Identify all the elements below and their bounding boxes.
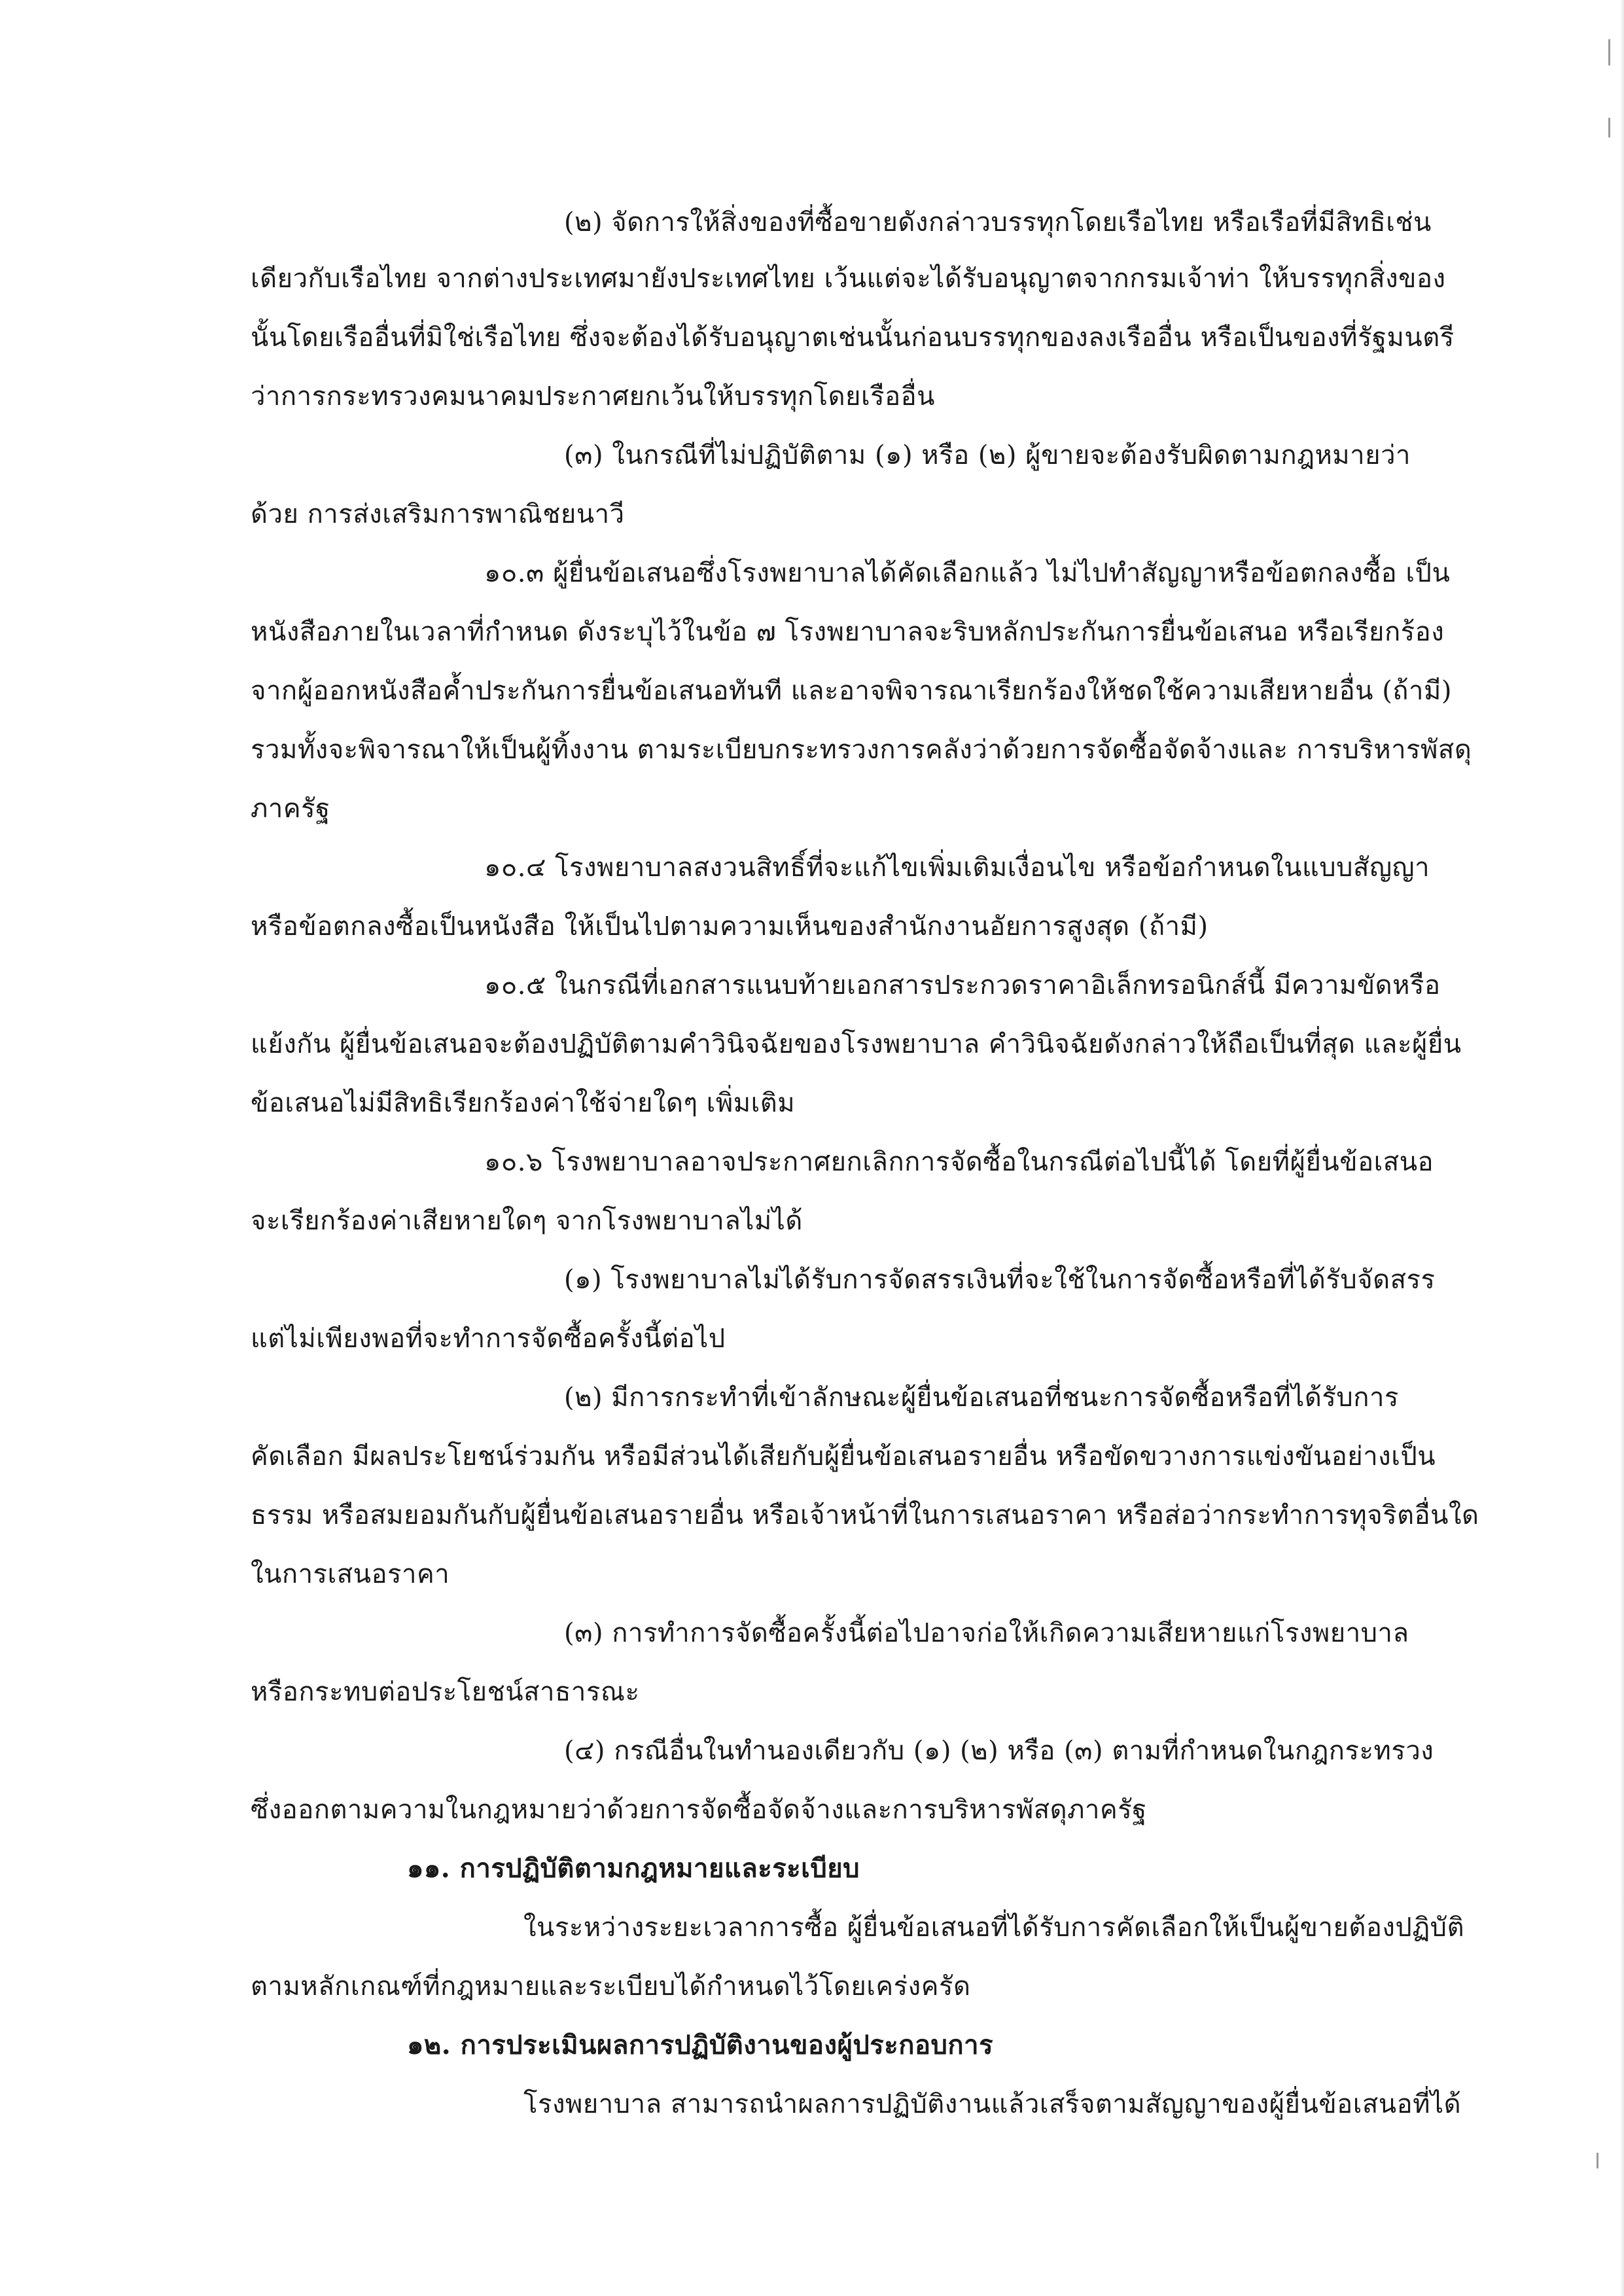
scan-mark [1608, 118, 1610, 137]
text-line: จะเรียกร้องค่าเสียหายใดๆ จากโรงพยาบาลไม่ได้ [251, 1206, 803, 1236]
section-heading: ๑๒. การประเมินผลการปฏิบัติงานของผู้ประกอบการ [407, 2030, 994, 2060]
text-line: แต่ไม่เพียงพอที่จะทำการจัดซื้อครั้งนี้ต่อไป [251, 1324, 726, 1354]
text-line: คัดเลือก มีผลประโยชน์ร่วมกัน หรือมีส่วนได้เสียกับผู้ยื่นข้อเสนอรายอื่น หรือขัดขวางการแข่งขันอย่างเป็น [251, 1441, 1436, 1472]
section-heading: ๑๑. การปฏิบัติตามกฎหมายและระเบียบ [407, 1853, 860, 1884]
text-line: (๒) จัดการให้สิ่งของที่ซื้อขายดังกล่าวบรรทุกโดยเรือไทย หรือเรือที่มีสิทธิเช่น [564, 207, 1432, 238]
text-line: ๑๐.๕ ในกรณีที่เอกสารแนบท้ายเอกสารประกวดราคาอิเล็กทรอนิกส์นี้ มีความขัดหรือ [484, 970, 1441, 1000]
text-line: ตามหลักเกณฑ์ที่กฎหมายและระเบียบได้กำหนดไว้โดยเคร่งครัด [251, 1971, 971, 2002]
text-line: (๔) กรณีอื่นในทำนองเดียวกับ (๑) (๒) หรือ (๓) ตามที่กำหนดในกฎกระทรวง [564, 1736, 1434, 1766]
scan-mark [1608, 39, 1610, 65]
text-line: ๑๐.๓ ผู้ยื่นข้อเสนอซึ่งโรงพยาบาลได้คัดเลือกแล้ว ไม่ไปทำสัญญาหรือข้อตกลงซื้อ เป็น [484, 558, 1451, 588]
text-line: (๑) โรงพยาบาลไม่ได้รับการจัดสรรเงินที่จะใช้ในการจัดซื้อหรือที่ได้รับจัดสรร [564, 1265, 1436, 1295]
text-line: ๑๐.๔ โรงพยาบาลสงวนสิทธิ์ที่จะแก้ไขเพิ่มเติมเงื่อนไข หรือข้อกำหนดในแบบสัญญา [484, 853, 1430, 883]
text-line: แย้งกัน ผู้ยื่นข้อเสนอจะต้องปฏิบัติตามคำวินิจฉัยของโรงพยาบาล คำวินิจฉัยดังกล่าวให้ถือเป็นที่สุด และผู้ยื่น [251, 1029, 1462, 1059]
text-line: จากผู้ออกหนังสือค้ำประกันการยื่นข้อเสนอทันที และอาจพิจารณาเรียกร้องให้ชดใช้ความเสียหายอื่น (ถ้ามี) [251, 676, 1452, 706]
text-line: ในการเสนอราคา [251, 1559, 450, 1589]
text-line: (๒) มีการกระทำที่เข้าลักษณะผู้ยื่นข้อเสนอที่ชนะการจัดซื้อหรือที่ได้รับการ [564, 1383, 1399, 1413]
text-line: หนังสือภายในเวลาที่กำหนด ดังระบุไว้ในข้อ ๗ โรงพยาบาลจะริบหลักประกันการยื่นข้อเสนอ หรือเรียกร้อง [251, 617, 1445, 647]
text-line: โรงพยาบาล สามารถนำผลการปฏิบัติงานแล้วเสร็จตามสัญญาของผู้ยื่นข้อเสนอที่ได้ [523, 2089, 1462, 2119]
text-line: ว่าการกระทรวงคมนาคมประกาศยกเว้นให้บรรทุกโดยเรืออื่น [251, 381, 936, 412]
text-line: ๑๐.๖ โรงพยาบาลอาจประกาศยกเลิกการจัดซื้อในกรณีต่อไปนี้ได้ โดยที่ผู้ยื่นข้อเสนอ [484, 1147, 1434, 1177]
text-line: ข้อเสนอไม่มีสิทธิเรียกร้องค่าใช้จ่ายใดๆ เพิ่มเติม [251, 1088, 796, 1118]
text-line: (๓) ในกรณีที่ไม่ปฏิบัติตาม (๑) หรือ (๒) ผู้ขายจะต้องรับผิดตามกฎหมายว่า [564, 440, 1411, 470]
text-line: รวมทั้งจะพิจารณาให้เป็นผู้ทิ้งงาน ตามระเบียบกระทรวงการคลังว่าด้วยการจัดซื้อจัดจ้างและ การบริหารพัสดุ [251, 735, 1472, 765]
text-line: หรือกระทบต่อประโยชน์สาธารณะ [251, 1677, 640, 1707]
scan-mark [1597, 2153, 1598, 2168]
text-line: ธรรม หรือสมยอมกันกับผู้ยื่นข้อเสนอรายอื่น หรือเจ้าหน้าที่ในการเสนอราคา หรือส่อว่ากระทำการทุจริตอื่นใด [251, 1500, 1479, 1530]
scan-edge-shadow [1620, 0, 1624, 2296]
text-line: (๓) การทำการจัดซื้อครั้งนี้ต่อไปอาจก่อให้เกิดความเสียหายแก่โรงพยาบาล [564, 1618, 1409, 1648]
text-line: ภาครัฐ [251, 794, 330, 824]
text-line: ในระหว่างระยะเวลาการซื้อ ผู้ยื่นข้อเสนอที่ได้รับการคัดเลือกให้เป็นผู้ขายต้องปฏิบัติ [523, 1913, 1465, 1943]
text-line: หรือข้อตกลงซื้อเป็นหนังสือ ให้เป็นไปตามความเห็นของสำนักงานอัยการสูงสุด (ถ้ามี) [251, 911, 1209, 942]
text-line: เดียวกับเรือไทย จากต่างประเทศมายังประเทศไทย เว้นแต่จะได้รับอนุญาตจากกรมเจ้าท่า ให้บรรทุกสิ่งของ [251, 264, 1446, 294]
text-line: ซึ่งออกตามความในกฎหมายว่าด้วยการจัดซื้อจัดจ้างและการบริหารพัสดุภาครัฐ [251, 1795, 1147, 1825]
text-line: นั้นโดยเรืออื่นที่มิใช่เรือไทย ซึ่งจะต้องได้รับอนุญาตเช่นนั้นก่อนบรรทุกของลงเรืออื่น หรือเป็นของที่รัฐมนตรี [251, 323, 1455, 353]
text-line: ด้วย การส่งเสริมการพาณิชยนาวี [251, 499, 625, 529]
